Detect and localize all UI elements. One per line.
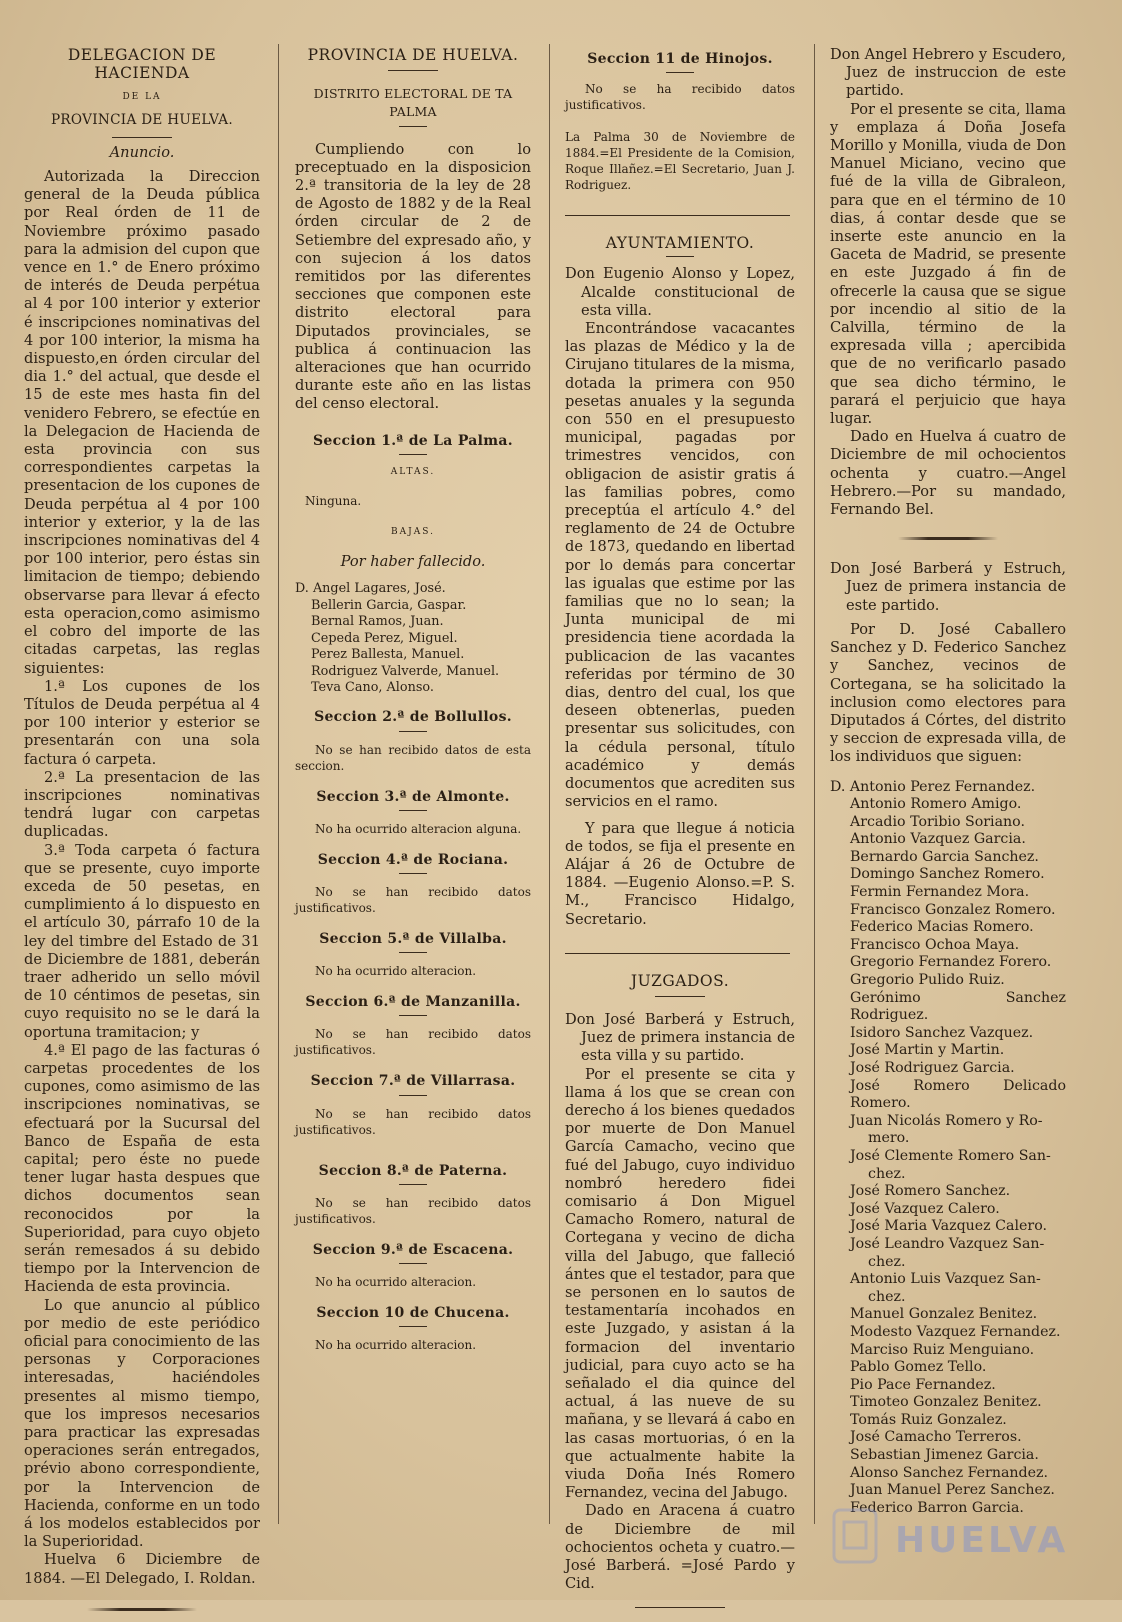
signature: Dado en Huelva á cuatro de Diciembre de mil ochocientos ochenta y cuatro.—Angel Hebrero.—Por su mandado, Fernando Bel. [830,428,1066,519]
list-item: Marciso Ruiz Menguiano. [850,1341,1035,1358]
paragraph: Por el presente se cita y llama á los que se crean con derecho á los bienes quedados por muerte de Don Manuel García Camacho, vecino que fué del Jabugo, cuyo individuo nombró heredero fidei comisario á Don Miguel Camacho Romero, natural de Cortegana y vecino de dicha villa del Jabugo, que falleció ántes que el testador, para que se personen en lo sautos de testamentaría incohados en este Juzgado, y asistan á la formacion del inventario judicial, para cuyo acto se ha señalado el dia quince del actual, á las nueve de su mañana, y se llevará á cabo en las casas mortuorias, ó en la que actualmente habite la viuda Doña Inés Romero Fernandez, vecina del Jabugo. [565,1065,795,1502]
list-item: D. Angel Lagares, José. [295,581,446,597]
section-title: AYUNTAMIENTO. [605,234,755,253]
signature: Huelva 6 Diciembre de 1884. —El Delegado, I. Roldan. [24,1551,260,1587]
name-list [295,581,531,696]
list-item: Teva Cano, Alonso. [311,679,434,695]
divider [666,256,694,257]
section-title: JUZGADOS. [630,971,730,990]
signature: Y para que llegue á noticia de todos, se fija el presente en Alájar á 26 de Octubre de 1884. —Eugenio Alonso.=P. S. M., Francisco Hidalgo, Secretario. [565,819,795,928]
ornament-divider [87,1608,197,1611]
column-distrito [295,46,531,1353]
paragraph: Por el presente se cita, llama y emplaza á Doña Josefa Morillo y Monilla, viuda de Don Manuel Miciano, vecino que fué de la villa de Gibraleon, para que en el término de 10 dias, á contar desde que se inserte este anuncio en la Gaceta de Madrid, se presente en este Juzgado á fin de ofrecerle la causa que se sigue por incendio al sitio de la Calvilla, término de la expresada villa ; apercibida que de no verificarlo pasado que sea dicho término, le parará el perjuicio que haya lugar. [830,100,1066,428]
list-item: Gregorio Fernandez Forero. [850,954,1052,971]
list-item: Arcadio Toribio Soriano. [850,813,1025,830]
list-item: Federico Barron Garcia. [850,1499,1024,1516]
divider [112,137,172,138]
list-item: Gerónimo Sanchez Rodriguez. [850,989,1066,1024]
list-item: Manuel Gonzalez Benitez. [850,1306,1038,1323]
seccion-text: No se han recibido datos justificativos. [295,1195,531,1226]
section-subtitle: DISTRITO ELECTORAL DE TA PALMA [313,86,513,120]
divider [388,70,438,71]
list-item: Francisco Ochoa Maya. [850,936,1020,953]
list-item: Gregorio Pulido Ruiz. [850,972,1005,989]
divider [399,1015,427,1016]
signature: La Palma 30 de Noviembre de 1884.=El Presidente de la Comision, Roque Illañez.=El Secretario, Juan J. Rodriguez. [565,130,795,193]
rule-item: 1.ª Los cupones de los Títulos de Deuda perpétua al 4 por 100 interior y esterior se presentarán con una sola factura ó carpeta. [24,677,260,768]
divider [399,454,427,455]
list-item: José Camacho Terreros. [850,1429,1022,1446]
rule-item: 4.ª El pago de las facturas ó carpetas procedentes de los cupones, como asimismo de las inscripciones nominativas, se efectuará por la Sucursal del Banco de España de esta capital; pero éste no puede tener lugar hasta despues que dichos documentos sean reconocidos por la Superioridad, para cuyo objeto serán remesados á su debido tiempo por la Intervencion de Hacienda de esta provincia. [24,1041,260,1296]
seccion-text: No ha ocurrido alteracion. [315,1274,477,1289]
list-item: Tomás Ruiz Gonzalez. [850,1411,1007,1428]
column-rule [278,44,279,1524]
notice-heading: Don Eugenio Alonso y Lopez, Alcalde constitucional de esta villa. [565,265,795,319]
list-item: Antonio Luis Vazquez San- [850,1271,1041,1288]
divider [565,215,790,216]
divider [399,1095,427,1096]
list-item: Juan Nicolás Romero y Ro- [850,1112,1043,1129]
seccion-text: No se ha recibido datos justificativos. [565,82,795,113]
list-item: Pio Pace Fernandez. [850,1376,996,1393]
list-item: José Vazquez Calero. [850,1200,1000,1217]
list-item: Bernal Ramos, Juan. [311,614,444,630]
bajas-reason: Por haber fallecido. [340,553,486,571]
seccion-title: Seccion 9.ª de Escacena. [312,1241,514,1258]
list-item: José Maria Vazquez Calero. [850,1218,1047,1235]
bajas-label: BAJAS. [391,527,435,538]
list-item: Perez Ballesta, Manuel. [311,647,465,663]
seccion-text: No ha ocurrido alteracion alguna. [315,821,522,836]
section-subtitle: DE LA [122,92,162,103]
divider [399,952,427,953]
seccion-title: Seccion 6.ª de Manzanilla. [305,994,521,1011]
section-province: PROVINCIA DE HUELVA. [50,111,234,128]
divider [399,731,427,732]
signature: Dado en Aracena á cuatro de Diciembre de mil ochocientos ocheta y cuatro.—José Barberá. =José Pardo y Cid. [565,1502,795,1593]
list-item: Antonio Romero Amigo. [850,796,1022,813]
column-rule [549,44,550,1524]
ornament-divider [898,537,998,540]
list-item: Fermin Fernandez Mora. [850,884,1030,901]
rule-item: 3.ª Toda carpeta ó factura que se presente, cuyo importe exceda de 50 pesetas, en cumplimiento á lo dispuesto en el artículo 30, párrafo 10 de la ley del timbre del Estado de 31 de Diciembre de 1881, deberán traer adherido un sello móvil de 10 céntimos de pesetas, sin cuyo requisito no se le dará la oportuna tramitacion; y [24,841,260,1041]
list-item: José Romero Sanchez. [850,1183,1011,1200]
seccion-title: Seccion 8.ª de Paterna. [318,1162,508,1179]
divider [399,126,427,127]
seccion-text: No se han recibido datos justificativos. [295,1106,531,1137]
list-item: Antonio Vazquez Garcia. [850,831,1026,848]
paragraph: Encontrándose vacacantes las plazas de Médico y la de Cirujano titulares de la misma, dotada la primera con 950 pesetas anuales y la segunda con 550 en el presupuesto municipal, pagadas por trimestres vencidos, con obligacion de asistir gratis á las familias pobres, como preceptúa el artículo 4.° del reglamento de 24 de Octubre de 1873, quedando en libertad por lo demás para concertar las igualas que estime por las familias que no lo sean; la Junta municipal de mi presidencia tiene acordada la publicacion de las vacantes referidas por término de 30 dias, dentro del cual, los que deseen obtenerlas, pueden presentar sus solicitudes, con la cédula personal, título académico y demás documentos que acrediten sus servicios en el ramo. [565,320,795,811]
list-item: D. Antonio Perez Fernandez. [830,778,1036,795]
list-item: Domingo Sanchez Romero. [850,866,1045,883]
seccion-text: No se han recibido datos justificativos. [295,884,531,915]
divider [399,1184,427,1185]
list-item: José Leandro Vazquez San- [850,1235,1045,1252]
seccion-text: No se han recibido datos de esta seccion. [295,742,531,773]
list-item: Modesto Vazquez Fernandez. [850,1323,1061,1340]
notice-heading: Don José Barberá y Estruch, Juez de primera instancia de este partido. [830,560,1066,614]
divider [399,873,427,874]
seccion-text: No ha ocurrido alteracion. [315,1338,477,1353]
list-item: mero. [868,1130,910,1147]
notice-heading: Don José Barberá y Estruch, Juez de primera instancia de esta villa y su partido. [565,1010,795,1065]
seccion-text: No ha ocurrido alteracion. [315,964,477,979]
paragraph: Cumpliendo con lo preceptuado en la disposicion 2.ª transitoria de la ley de 28 de Agosto de 1882 y de la Real órden circular de 2 de Setiembre del expresado año, y con sujecion á los datos remitidos por las diferentes secciones que componen este distrito electoral para Diputados provinciales, se publica á continuacion las alteraciones que han ocurrido durante este año en las listas del censo electoral. [295,140,531,413]
divider [399,1263,427,1264]
notice-heading: Anuncio. [109,143,175,161]
list-item: Sebastian Jimenez Garcia. [850,1447,1039,1464]
name-list [830,779,1066,1518]
seccion-title: Seccion 5.ª de Villalba. [319,930,507,947]
list-item: Isidoro Sanchez Vazquez. [850,1024,1034,1041]
list-item: José Rodriguez Garcia. [850,1060,1015,1077]
list-item: Francisco Gonzalez Romero. [850,901,1056,918]
list-item: Pablo Gomez Tello. [850,1359,987,1376]
seccion-title: Seccion 4.ª de Rociana. [317,851,509,868]
divider [399,1326,427,1327]
column-delegacion [24,46,260,1621]
watermark-stamp: HUELVA [895,1520,1069,1561]
section-title: PROVINCIA DE HUELVA. [307,46,519,64]
seccion-title: Seccion 7.ª de Villarrasa. [310,1073,516,1090]
seccion-text: Ninguna. [305,494,362,509]
altas-label: ALTAS. [390,466,436,477]
divider [565,953,790,954]
section-title: DELEGACION DE HACIENDA [67,46,217,83]
list-item: José Romero Delicado Romero. [850,1077,1066,1112]
divider [666,72,694,73]
paragraph: Lo que anuncio al público por medio de este periódico oficial para conocimiento de las personas y Corporaciones interesadas, haciéndoles presentes al mismo tiempo, que los impresos necesarios para practicar las expresadas operaciones serán entregados, prévio abono correspondiente, por la Intervencion de Hacienda, conforme en un todo á los modelos establecidos por la Superioridad. [24,1296,260,1551]
list-item: chez. [868,1253,906,1270]
list-item: José Clemente Romero San- [850,1147,1051,1164]
notice-heading: Don Angel Hebrero y Escudero, Juez de instruccion de este partido. [830,46,1066,100]
list-item: chez. [868,1165,906,1182]
list-item: Alonso Sanchez Fernandez. [850,1464,1049,1481]
divider [655,996,705,997]
library-seal-icon [830,1506,880,1566]
list-item: Bernardo Garcia Sanchez. [850,848,1039,865]
divider [399,810,427,811]
seccion-text: No se han recibido datos justificativos. [295,1027,531,1058]
column-rule [814,44,815,1524]
list-item: Rodriguez Valverde, Manuel. [311,663,500,679]
seccion-title: Seccion 11 de Hinojos. [587,51,773,67]
column-juzgados-cont [830,46,1066,1517]
list-item: Timoteo Gonzalez Benitez. [850,1394,1042,1411]
rule-item: 2.ª La presentacion de las inscripciones nominativas tendrá lugar con carpetas duplicadas. [24,768,260,841]
paragraph: Autorizada la Direccion general de la Deuda pública por Real órden de 11 de Noviembre próximo pasado para la admision del cupon que vence en 1.° de Enero próximo de interés de Deuda perpétua al 4 por 100 interior y exterior é inscripciones nominativas del 4 por 100 interior, la misma ha dispuesto,en órden circular del dia 1.° del actual, que desde el 15 de este mes hasta fin del venidero Febrero, se efectúe en la Delegacion de Hacienda de esta provincia con sus correspondientes carpetas la presentacion de los cupones de Deuda perpétua al 4 por 100 interior y exterior, y la de las inscripciones nominativas del 4 por 100 interior, pero éstas sin limitacion de tiempo; debiendo observarse para llevar á efecto esta operacion,como asimismo el cobro del importe de las citadas carpetas, las reglas siguientes: [24,168,260,677]
seccion-title: Seccion 1.ª de La Palma. [313,432,513,449]
divider [635,1607,725,1608]
list-item: Federico Macias Romero. [850,919,1034,936]
seccion-title: Seccion 10 de Chucena. [316,1304,510,1321]
column-ayuntamiento-juzgados [565,46,795,1622]
list-item: José Martin y Martin. [850,1042,1005,1059]
seccion-title: Seccion 3.ª de Almonte. [316,788,510,805]
list-item: Bellerin Garcia, Gaspar. [311,597,467,613]
paragraph: Por D. José Caballero Sanchez y D. Federico Sanchez y Sanchez, vecinos de Cortegana, se ha solicitado la inclusion como electores para Diputados á Córtes, del distrito y seccion de expresada villa, de los individuos que siguen: [830,620,1066,766]
seccion-title: Seccion 2.ª de Bollullos. [314,709,512,726]
list-item: Juan Manuel Perez Sanchez. [850,1482,1055,1499]
list-item: chez. [868,1288,906,1305]
list-item: Cepeda Perez, Miguel. [311,630,458,646]
